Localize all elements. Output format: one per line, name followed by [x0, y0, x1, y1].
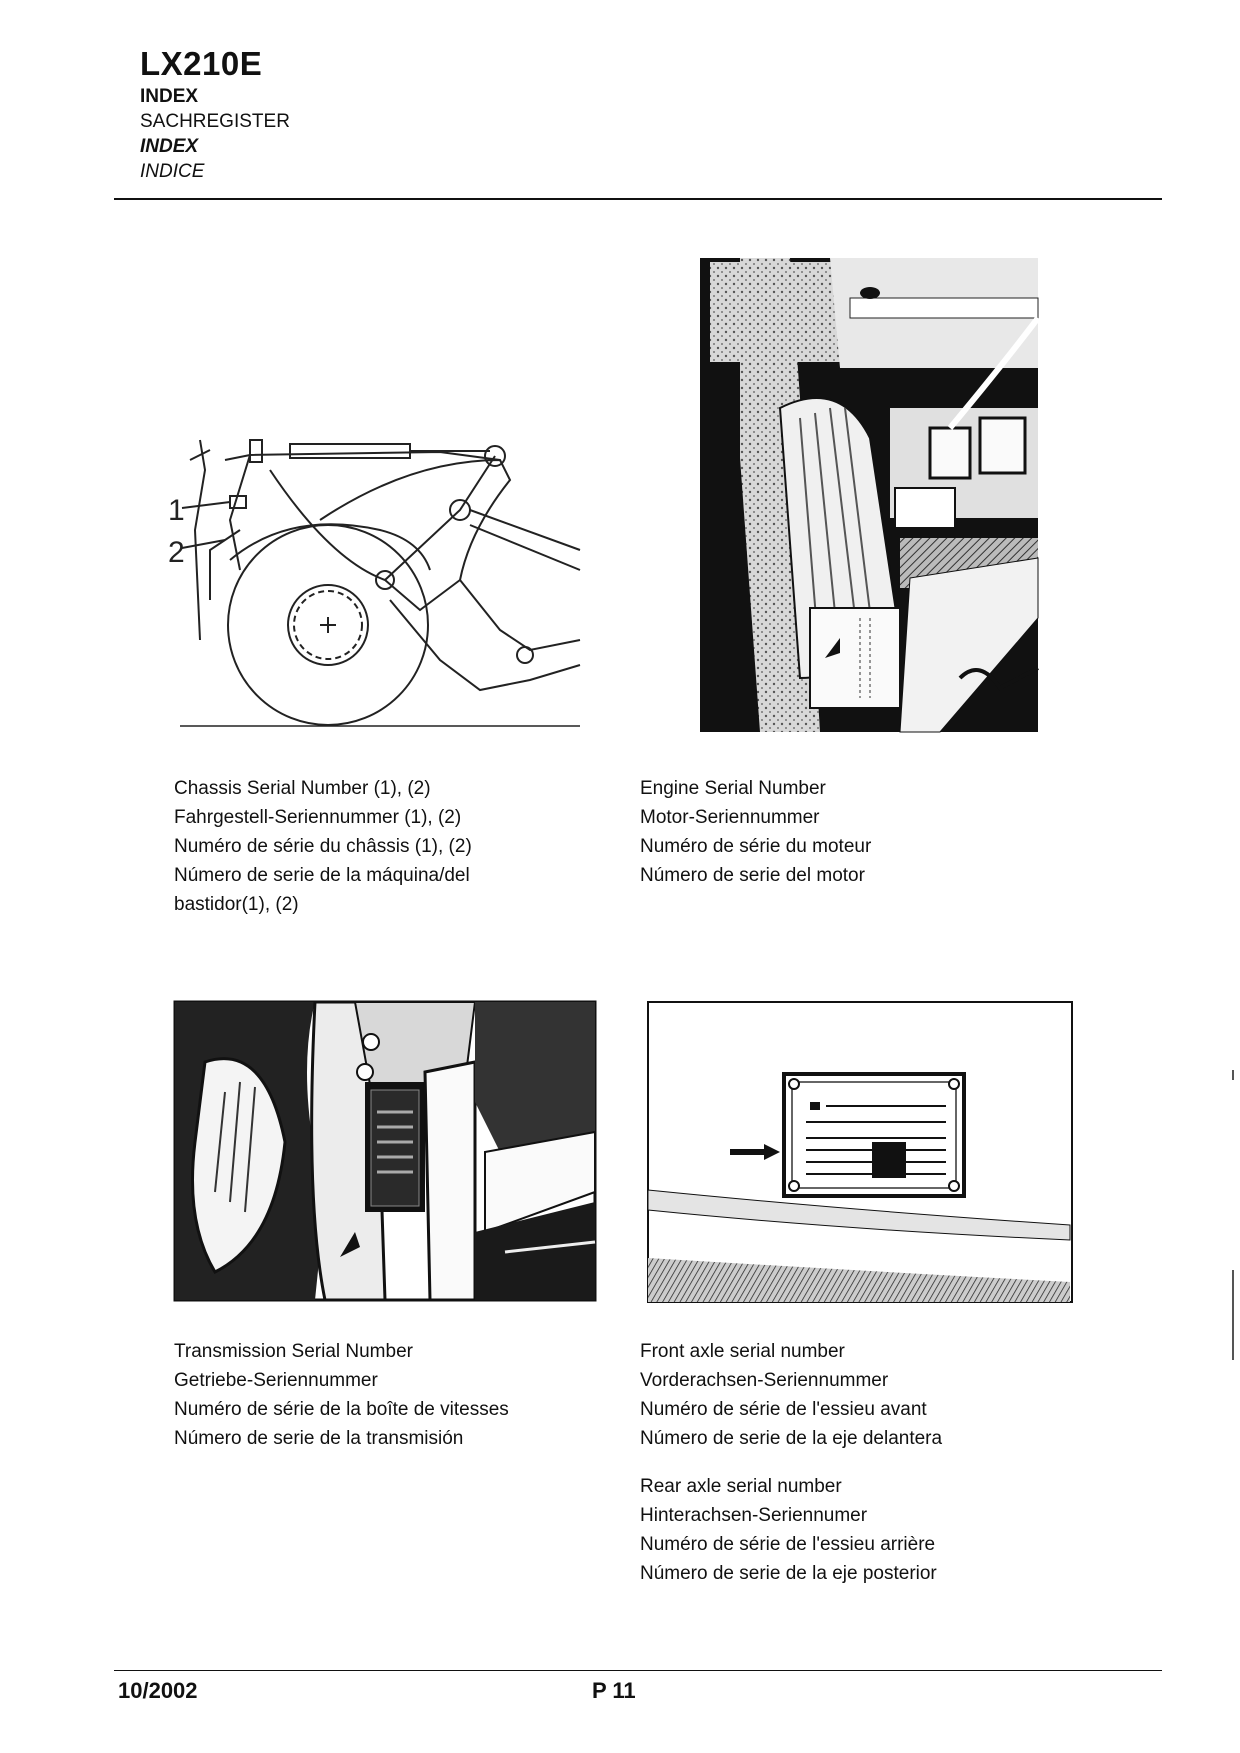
caption-line: Numéro de série du moteur	[640, 836, 872, 857]
engine-photo	[700, 258, 1038, 732]
caption-line: bastidor(1), (2)	[174, 894, 299, 915]
caption-line: Transmission Serial Number	[174, 1341, 413, 1362]
caption-line: Getriebe-Seriennummer	[174, 1370, 378, 1391]
chassis-callout-2: 2	[168, 536, 185, 569]
header-divider	[114, 198, 1162, 200]
caption-line: Numéro de série de la boîte de vitesses	[174, 1399, 509, 1420]
caption-line: Engine Serial Number	[640, 778, 826, 799]
caption-line: Numéro de série de l'essieu arrière	[640, 1534, 936, 1555]
caption-line: Fahrgestell-Seriennummer (1), (2)	[174, 807, 462, 828]
index-title-es: INDICE	[140, 161, 205, 182]
caption-line: Numéro de série de l'essieu avant	[640, 1399, 927, 1420]
engine-caption	[640, 774, 1040, 890]
page-header	[140, 44, 290, 184]
page-number: P 11	[592, 1678, 636, 1703]
model-title: LX210E	[140, 45, 263, 82]
caption-line: Vorderachsen-Seriennummer	[640, 1370, 889, 1391]
caption-line: Número de serie de la transmisión	[174, 1428, 464, 1449]
index-title-fr: INDEX	[140, 136, 199, 157]
caption-line: Número de serie de la eje delantera	[640, 1428, 943, 1449]
transmission-photo	[175, 1002, 595, 1300]
front-axle-caption	[640, 1337, 1040, 1453]
footer-date: 10/2002	[118, 1678, 198, 1703]
caption-line: Front axle serial number	[640, 1341, 845, 1362]
caption-line: Chassis Serial Number (1), (2)	[174, 778, 431, 799]
caption-line: Número de serie de la eje posterior	[640, 1563, 937, 1584]
footer-divider	[114, 1670, 1162, 1671]
index-title-de: SACHREGISTER	[140, 111, 290, 132]
caption-line: Número de serie del motor	[640, 865, 865, 886]
scan-edge-mark	[1232, 1270, 1234, 1360]
front-axle-photo	[646, 1000, 1076, 1308]
rear-axle-caption	[640, 1472, 1040, 1588]
chassis-drawing	[170, 400, 590, 740]
transmission-caption	[174, 1337, 574, 1453]
index-title-en: INDEX	[140, 86, 199, 107]
chassis-callout-1: 1	[168, 494, 185, 527]
caption-line: Motor-Seriennummer	[640, 807, 820, 828]
scan-edge-mark	[1232, 1070, 1234, 1080]
chassis-caption	[174, 774, 574, 919]
caption-line: Hinterachsen-Seriennumer	[640, 1505, 868, 1526]
caption-line: Rear axle serial number	[640, 1476, 842, 1497]
caption-line: Numéro de série du châssis (1), (2)	[174, 836, 472, 857]
caption-line: Número de serie de la máquina/del	[174, 865, 470, 886]
